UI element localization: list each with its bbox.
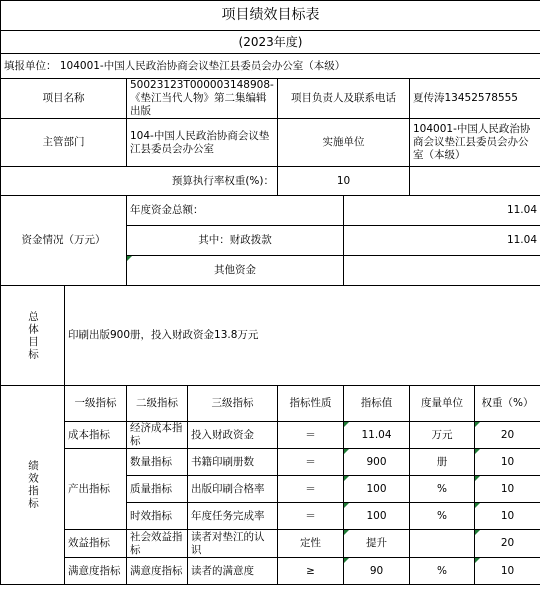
implementing-unit-label: 实施单位 xyxy=(278,119,410,167)
funds-fiscal-label: 其中：财政拨款 xyxy=(127,226,344,256)
table-row xyxy=(1,558,540,585)
indicator-value: 11.04 xyxy=(344,422,410,449)
funds-total-value: 11.04 xyxy=(344,196,540,226)
funds-total-label: 年度资金总额： xyxy=(127,196,344,226)
indicator-nature: ＝ xyxy=(278,476,344,503)
funds-other-label: 其他资金 xyxy=(127,256,344,286)
supervising-dept-value: 104-中国人民政治协商会议垫江县委员会办公室 xyxy=(127,119,278,167)
indicator-level1: 满意度指标 xyxy=(65,558,127,585)
header-nature: 指标性质 xyxy=(278,386,344,422)
header-level1: 一级指标 xyxy=(65,386,127,422)
indicator-level2: 数量指标 xyxy=(127,449,188,476)
cell-marker xyxy=(127,256,132,261)
indicator-level2: 质量指标 xyxy=(127,476,188,503)
indicator-nature: ＝ xyxy=(278,503,344,530)
header-level3: 三级指标 xyxy=(188,386,278,422)
indicator-value: 100 xyxy=(344,503,410,530)
indicator-level3: 出版印刷合格率 xyxy=(188,476,278,503)
reporting-unit-label: 填报单位： xyxy=(4,59,57,72)
indicator-level1: 效益指标 xyxy=(65,530,127,558)
indicator-value: 900 xyxy=(344,449,410,476)
indicator-level2: 经济成本指标 xyxy=(127,422,188,449)
indicator-unit: % xyxy=(410,476,475,503)
indicator-nature: ＝ xyxy=(278,422,344,449)
indicator-unit: % xyxy=(410,503,475,530)
indicator-level1: 产出指标 xyxy=(65,449,127,530)
project-leader-label: 项目负责人及联系电话 xyxy=(278,79,410,119)
supervising-dept-label: 主管部门 xyxy=(1,119,127,167)
indicator-value: 100 xyxy=(344,476,410,503)
funds-label: 资金情况（万元） xyxy=(1,196,127,286)
header-unit: 度量单位 xyxy=(410,386,475,422)
header-weight: 权重（%） xyxy=(475,386,540,422)
indicator-level2: 时效指标 xyxy=(127,503,188,530)
funds-other-value xyxy=(344,256,540,286)
indicator-value: 90 xyxy=(344,558,410,585)
overall-goal-label: 总体目标 xyxy=(1,286,65,386)
indicator-value: 提升 xyxy=(344,530,410,558)
empty-cell xyxy=(410,167,540,196)
indicator-level1: 成本指标 xyxy=(65,422,127,449)
table-row xyxy=(1,449,540,476)
project-name-label: 项目名称 xyxy=(1,79,127,119)
budget-weight-value: 10 xyxy=(278,167,410,196)
indicator-level3: 读者对垫江的认识 xyxy=(188,530,278,558)
reporting-unit-value: 104001-中国人民政治协商会议垫江县委员会办公室（本级） xyxy=(59,59,346,72)
indicator-unit xyxy=(410,530,475,558)
indicator-level3: 投入财政资金 xyxy=(188,422,278,449)
indicator-nature: 定性 xyxy=(278,530,344,558)
indicator-nature: ＝ xyxy=(278,449,344,476)
table-row xyxy=(1,422,540,449)
indicator-level3: 读者的满意度 xyxy=(188,558,278,585)
indicator-level3: 书籍印刷册数 xyxy=(188,449,278,476)
indicator-level3: 年度任务完成率 xyxy=(188,503,278,530)
budget-weight-label: 预算执行率权重(%)： xyxy=(1,167,278,196)
indicator-weight: 10 xyxy=(475,558,540,585)
indicator-unit: 万元 xyxy=(410,422,475,449)
form-title: 项目绩效目标表 xyxy=(1,1,540,31)
indicator-level2: 满意度指标 xyxy=(127,558,188,585)
indicator-weight: 20 xyxy=(475,422,540,449)
form-year: (2023年度) xyxy=(1,31,540,54)
indicator-weight: 10 xyxy=(475,476,540,503)
project-leader-value: 夏传涛13452578555 xyxy=(410,79,540,119)
indicator-weight: 20 xyxy=(475,530,540,558)
indicator-weight: 10 xyxy=(475,449,540,476)
project-name-value: 50023123T000003148908-《垫江当代人物》第二集编辑出版 xyxy=(127,79,278,119)
implementing-unit-value: 104001-中国人民政治协商会议垫江县委员会办公室（本级） xyxy=(410,119,540,167)
reporting-unit xyxy=(1,54,540,79)
header-value: 指标值 xyxy=(344,386,410,422)
indicator-nature: ≥ xyxy=(278,558,344,585)
indicator-unit: 册 xyxy=(410,449,475,476)
indicator-level2: 社会效益指标 xyxy=(127,530,188,558)
funds-fiscal-value: 11.04 xyxy=(344,226,540,256)
header-level2: 二级指标 xyxy=(127,386,188,422)
indicator-unit: % xyxy=(410,558,475,585)
table-row xyxy=(1,530,540,558)
indicator-weight: 10 xyxy=(475,503,540,530)
performance-indicators-label: 绩效指标 xyxy=(1,386,65,585)
overall-goal-value: 印刷出版900册，投入财政资金13.8万元 xyxy=(65,286,540,386)
